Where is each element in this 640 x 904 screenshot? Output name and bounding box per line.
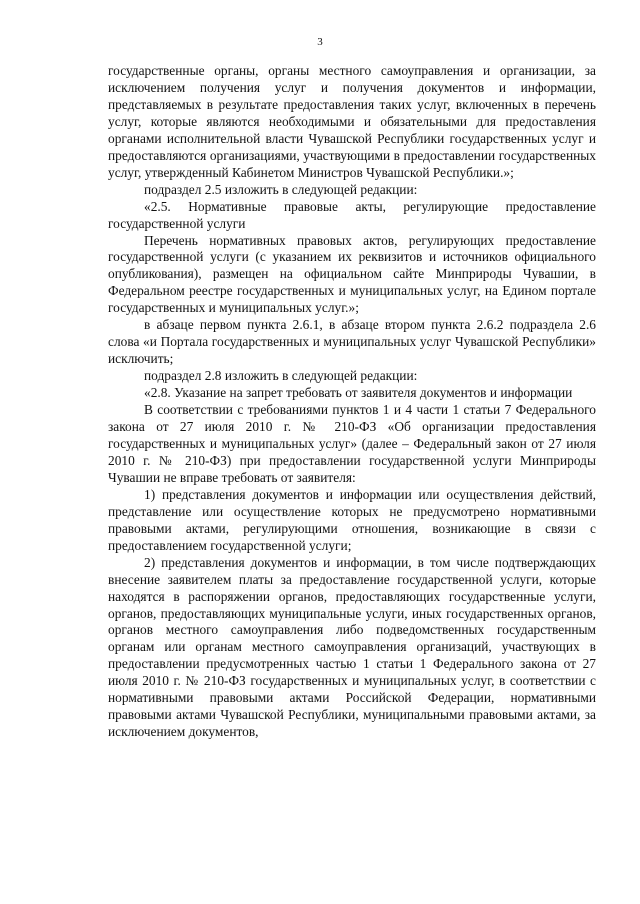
- paragraph: подраздел 2.8 изложить в следующей редакции:: [144, 368, 418, 384]
- paragraph: подраздел 2.5 изложить в следующей редакции:: [144, 181, 418, 197]
- paragraph: «2.5. Нормативные правовые акты, регулирующие предоставление государственной услуги: [108, 198, 596, 231]
- page-number: 3: [317, 36, 323, 48]
- paragraph: «2.8. Указание на запрет требовать от заявителя документов и информации: [144, 385, 573, 401]
- document-body: [108, 63, 596, 741]
- paragraph: государственные органы, органы местного самоуправления и организации, за исключением получения услуг и получения документов и информации, представляемых в результате предоставления таких услуг, включенных в перечень услуг, которые являются необходимыми и обязательными для предоставления органами исполнительной власти Чувашской Республики государственных услуг и предоставляются организациями, участвующими в предоставлении государственных услуг, утвержденный Кабинетом Министров Чувашской Республики.»;: [108, 63, 596, 180]
- paragraph: 2) представления документов и информации, в том числе подтверждающих внесение заявителем платы за предоставление государственной услуги, которые находятся в распоряжении органов, предоставляющих государственные услуги, органов, предоставляющих муниципальные услуги, иных государственных органов, органов местного самоуправления либо подведомственных государственным органам или органам местного самоуправления организаций, участвующих в предоставлении предусмотренных частью 1 статьи 1 Федерального закона от 27 июля 2010 г. № 210-ФЗ государственных и муниципальных услуг, в соответствии с нормативными правовыми актами Российской Федерации, нормативными правовыми актами Чувашской Республики, муниципальными правовыми актами, за исключением документов,: [108, 554, 596, 740]
- paragraph: Перечень нормативных правовых актов, регулирующих предоставление государственной услуги (с указанием их реквизитов и источников официального опубликования), размещен на официальном сайте Минприроды Чувашии, в Федеральном реестре государственных и муниципальных услуг, на Едином портале государственных и муниципальных услуг.»;: [108, 232, 596, 316]
- paragraph: в абзаце первом пункта 2.6.1, в абзаце втором пункта 2.6.2 подраздела 2.6 слова «и Портала государственных и муниципальных услуг Чувашской Республики» исключить;: [108, 317, 596, 367]
- paragraph: 1) представления документов и информации или осуществления действий, представление или осуществление которых не предусмотрено нормативными правовыми актами, регулирующими отношения, возникающие в связи с предоставлением государственной услуги;: [108, 486, 596, 553]
- paragraph: В соответствии с требованиями пунктов 1 и 4 части 1 статьи 7 Федерального закона от 27 июля 2010 г. № 210-ФЗ «Об организации предоставления государственных и муниципальных услуг» (далее – Федеральный закон от 27 июля 2010 г. № 210-ФЗ) при предоставлении государственной услуги Минприроды Чувашии не вправе требовать от заявителя:: [108, 402, 596, 485]
